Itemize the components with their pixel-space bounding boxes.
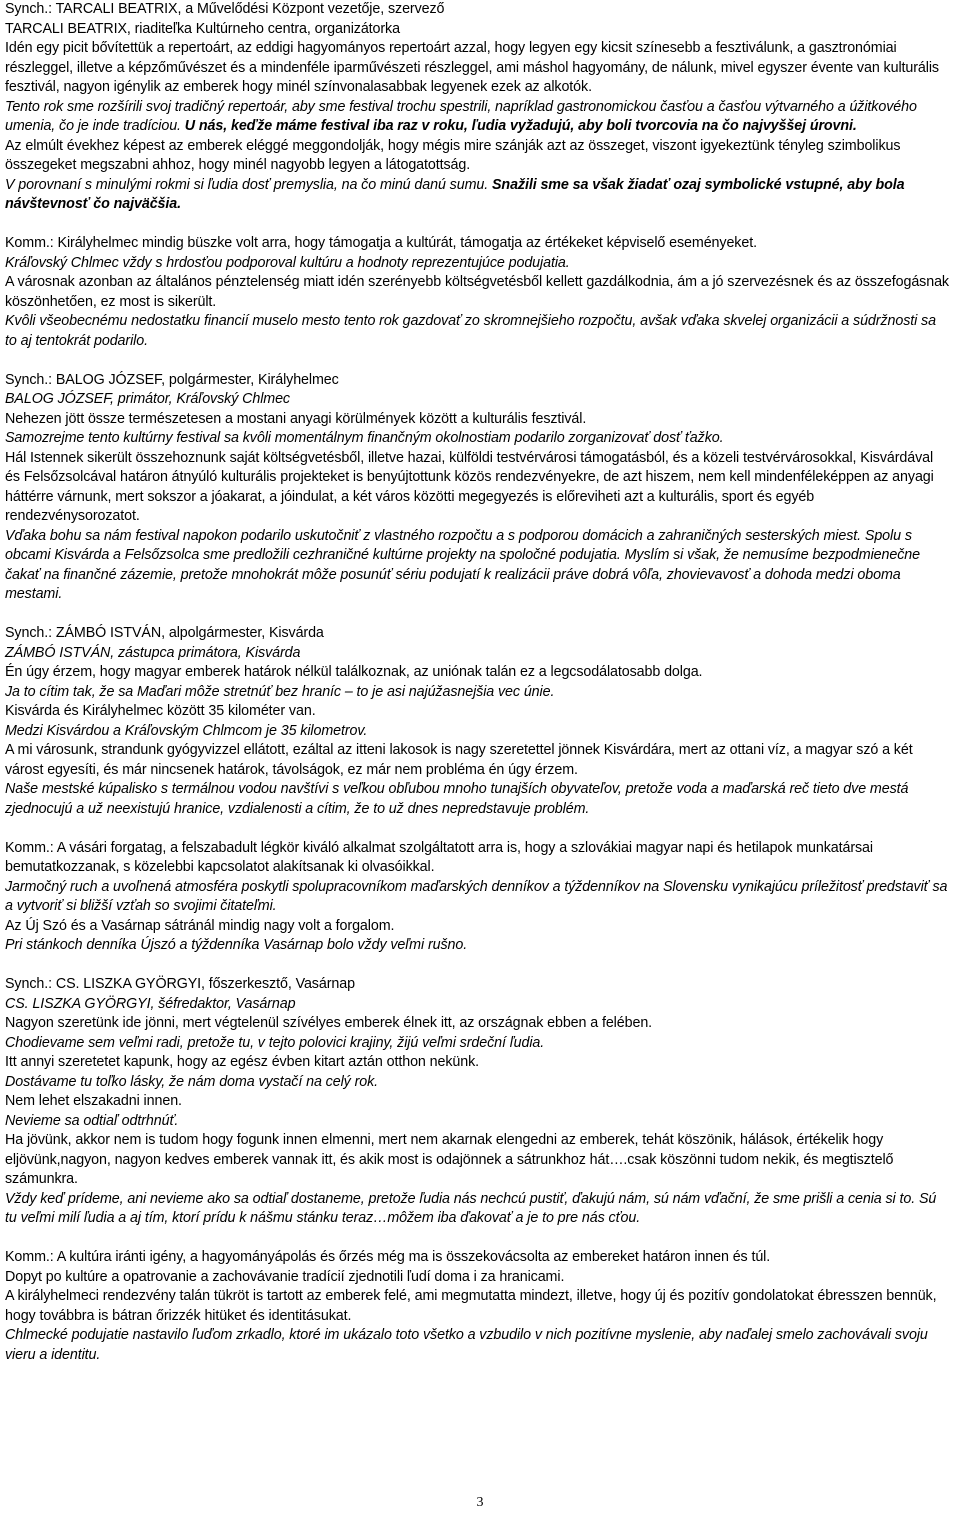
text-run: Én úgy érzem, hogy magyar emberek határok nélkül találkoznak, az uniónak talán ez a legcsodálatosabb dolga. (5, 664, 703, 680)
paragraph (5, 1190, 950, 1229)
paragraph (5, 644, 950, 664)
paragraph (5, 312, 950, 351)
paragraph (5, 878, 950, 917)
text-run: U nás, keďže máme festival iba raz v roku, ľudia vyžadujú, aby boli tvorcovia na čo najvyššej úrovni. (184, 118, 857, 134)
paragraph (5, 390, 950, 410)
text-run: Kráľovský Chlmec vždy s hrdosťou podporoval kultúru a hodnoty reprezentujúce podujatia. (5, 254, 570, 271)
paragraph (5, 917, 950, 937)
text-run: Az elmúlt évekhez képest az emberek eléggé meggondolják, hogy mégis mire szánják azt az összeget, viszont igyekeztünk tényleg szimbolikus összegeket megszabni ahhoz, hogy minél nagyobb legyen a látogatottság. (5, 137, 901, 173)
paragraph (5, 975, 950, 995)
text-run: Naše mestské kúpalisko s termálnou vodou navštívi s veľkou obľubou mnoho tunajších obyvateľov, pretože voda a maďarská reč tieto dve mestá zjednocujú a už neexistujú hranice, vzdialenosti a cítim, že to už dnes nepredstavuje problém. (5, 781, 909, 817)
paragraph (5, 995, 950, 1015)
text-run: Dostávame tu toľko lásky, že nám doma vystačí na celý rok. (5, 1073, 379, 1090)
paragraph (5, 663, 950, 683)
paragraph (5, 741, 950, 780)
text-run: Synch.: TARCALI BEATRIX, a Művelődési Központ vezetője, szervező (5, 1, 445, 17)
paragraph (5, 780, 950, 819)
text-run: Nem lehet elszakadni innen. (5, 1093, 182, 1109)
paragraph-spacer (5, 351, 950, 371)
text-run: BALOG JÓZSEF, primátor, Kráľovský Chlmec (5, 391, 290, 407)
paragraph (5, 1014, 950, 1034)
paragraph (5, 449, 950, 527)
paragraph (5, 1131, 950, 1190)
text-run: CS. LISZKA GYÖRGYI, šéfredaktor, Vasárnap (5, 995, 296, 1012)
text-run: A városnak azonban az általános pénztelenség miatt idén szerényebb költségvetésből kellett gazdálkodnia, ám a jó szervezésnek és az összefogásnak köszönhetően, ez most is sikerült. (5, 274, 949, 310)
text-run: A királyhelmeci rendezvény talán tükröt is tartott az emberek felé, ami megmutatta mindezt, illetve, hogy új és pozitív gondolatokat ébresszen bennük, hogy továbbra is bátran őrizzék hitüket és identitásukat. (5, 1288, 937, 1324)
paragraph (5, 722, 950, 742)
text-run: Medzi Kisvárdou a Kráľovským Chlmcom je 35 kilometrov. (5, 722, 368, 739)
text-run: Idén egy picit bővítettük a repertoárt, az eddigi hagyományos repertoárt azzal, hogy legyen egy kicsit színesebb a fesztiválunk, a gasztronómiai részleggel, illetve a képzőművészet és a mindenféle iparművészeti részleggel, ami máshol hagyomány, de nálunk, mivel egyszer évente van kulturális fesztivál, nagyon igénylik az emberek hogy minél színvonalasabbak legyenek ezek az alkotók. (5, 40, 939, 95)
paragraph (5, 20, 950, 40)
text-run: Dopyt po kultúre a opatrovanie a zachovávanie tradícií zjednotili ľudí doma i za hranicami. (5, 1268, 565, 1285)
text-run: Chodievame sem veľmi radi, pretože tu, v tejto polovici krajiny, žijú veľmi srdeční ľudia. (5, 1034, 545, 1051)
text-run: V porovnaní s minulými rokmi si ľudia dosť premyslia, na čo minú danú sumu. (5, 176, 492, 193)
text-run: Synch.: BALOG JÓZSEF, polgármester, Királyhelmec (5, 371, 339, 388)
paragraph (5, 1034, 950, 1054)
document-body (5, 0, 950, 1365)
paragraph (5, 273, 950, 312)
text-run: Ja to cítim tak, že sa Maďari môže stretnúť bez hraníc – to je asi najúžasnejšia vec únie. (5, 683, 555, 700)
paragraph-spacer (5, 1229, 950, 1249)
paragraph (5, 702, 950, 722)
text-run: Synch.: ZÁMBÓ ISTVÁN, alpolgármester, Kisvárda (5, 625, 324, 641)
paragraph (5, 527, 950, 605)
paragraph (5, 371, 950, 391)
paragraph (5, 429, 950, 449)
text-run: A mi városunk, strandunk gyógyvizzel ellátott, ezáltal az itteni lakosok is nagy szeretettel jönnek Kisvárdára, mert az ottani víz, a magyar szó a két várost egyesíti, és már nincsenek határok, távolságok, ez már nem probléma én úgy érzem. (5, 742, 913, 778)
text-run: Nehezen jött össze természetesen a mostani anyagi körülmények között a kulturális fesztivál. (5, 410, 587, 427)
text-run: ZÁMBÓ ISTVÁN, zástupca primátora, Kisvárda (5, 644, 301, 661)
paragraph (5, 254, 950, 274)
paragraph (5, 839, 950, 878)
text-run: Kvôli všeobecnému nedostatku financií muselo mesto tento rok gazdovať zo skromnejšieho rozpočtu, avšak vďaka skvelej organizácii a súdržnosti sa to aj tentokrát podarilo. (5, 313, 936, 349)
paragraph (5, 1248, 950, 1268)
text-run: Komm.: A vásári forgatag, a felszabadult légkör kiváló alkalmat szolgáltatott arra is, hogy a szlovákiai magyar napi és hetilapok munkatársai bemutatkozzanak, s közelebbi kapcsolatot alakítsanak ki olvasóikkal. (5, 839, 873, 875)
paragraph (5, 0, 950, 20)
paragraph (5, 624, 950, 644)
paragraph-spacer (5, 956, 950, 976)
paragraph-spacer (5, 819, 950, 839)
paragraph (5, 1287, 950, 1326)
text-run: Vždy keď prídeme, ani nevieme ako sa odtiaľ dostaneme, pretože ľudia nás nechcú pustiť, ďakujú nám, sú nám vďační, že sme prišli a cenia si to. Sú tu veľmi milí ľudia a aj tím, ktorí prídu k nášmu stánku teraz…môžem iba ďakovať a je to pre nás cťou. (5, 1190, 937, 1226)
paragraph (5, 1092, 950, 1112)
text-run: Az Új Szó és a Vasárnap sátránál mindig nagy volt a forgalom. (5, 917, 395, 934)
text-run: Hál Istennek sikerült összehoznunk saját költségvetésből, illetve hazai, külföldi testvérvárosi támogatásból, és a közeli testvérvárosokkal, Kisvárdával és Felsőzsolcával határon átnyúló kulturális projekteket is benyújtottunk közös rendezvényekre, de azt hiszem, nem kell mindenféleképpen az anyagi háttérre várnunk, mert sokszor a jóakarat, a jóindulat, a két város közötti megegyezés is előreviheti azt a kulturális, sport és egyéb rendezvénysorozatot. (5, 449, 934, 524)
text-run: Nagyon szeretünk ide jönni, mert végtelenül szívélyes emberek élnek itt, az országnak ebben a felében. (5, 1015, 653, 1031)
paragraph (5, 683, 950, 703)
text-run: Komm.: Királyhelmec mindig büszke volt arra, hogy támogatja a kultúrát, támogatja az értékeket képviselő eseményeket. (5, 235, 757, 251)
text-run: TARCALI BEATRIX, riaditeľka Kultúrneho centra, organizátorka (5, 20, 400, 37)
paragraph (5, 1268, 950, 1288)
text-run: Pri stánkoch denníka Újszó a týždenníka Vasárnap bolo vždy veľmi rušno. (5, 937, 468, 953)
paragraph-spacer (5, 215, 950, 235)
text-run: Snažili sme sa však žiadať ozaj symbolické vstupné, aby bola návštevnosť čo najväčšia. (5, 176, 905, 212)
paragraph (5, 98, 950, 137)
paragraph (5, 1053, 950, 1073)
paragraph (5, 1326, 950, 1365)
paragraph (5, 39, 950, 98)
paragraph (5, 234, 950, 254)
text-run: Kisvárda és Királyhelmec között 35 kilométer van. (5, 703, 316, 719)
page-number: 3 (476, 1495, 484, 1510)
text-run: Nevieme sa odtiaľ odtrhnúť. (5, 1112, 179, 1129)
paragraph (5, 1073, 950, 1093)
paragraph (5, 936, 950, 956)
text-run: Jarmočný ruch a uvoľnená atmosféra poskytli spolupracovníkom maďarských denníkov a týždenníkov na Slovensku vynikajúcu príležitosť predstaviť sa a vytvoriť si bližší vzťah so svojimi čitateľmi. (5, 878, 948, 914)
paragraph (5, 1112, 950, 1132)
paragraph-spacer (5, 605, 950, 625)
paragraph (5, 137, 950, 176)
text-run: Samozrejme tento kultúrny festival sa kvôli momentálnym finančným okolnostiam podarilo zorganizovať dosť ťažko. (5, 430, 724, 446)
paragraph (5, 410, 950, 430)
text-run: Tento rok sme rozšírili svoj tradičný repertoár, aby sme festival trochu spestrili, napríklad gastronomickou časťou a časťou výtvarného a úžitkového umenia, čo je inde tradíciou. (5, 98, 917, 134)
text-run: Synch.: CS. LISZKA GYÖRGYI, főszerkesztő, Vasárnap (5, 976, 355, 992)
text-run: Chlmecké podujatie nastavilo ľuďom zrkadlo, ktoré im ukázalo toto všetko a vzbudilo v nich pozitívne myslenie, aby naďalej smelo zachovávali svoju vieru a identitu. (5, 1327, 928, 1363)
paragraph (5, 176, 950, 215)
text-run: Itt annyi szeretetet kapunk, hogy az egész évben kitart aztán otthon nekünk. (5, 1054, 480, 1070)
text-run: Vďaka bohu sa nám festival napokon podarilo uskutočniť z vlastného rozpočtu a s podporou domácich a zahraničných sesterských miest. Spolu s obcami Kisvárda a Felsőzsolca sme predložili cezhraničné kultúrne projekty na spoločné podujatia. Myslím si však, že nemusíme bezpodmienečne čakať na finančné zázemie, pretože mnohokrát môže posunúť sériu podujatí k realizácii práve dobrá vôľa, zhovievavosť a dohoda medzi oboma mestami. (5, 527, 920, 602)
text-run: Ha jövünk, akkor nem is tudom hogy fogunk innen elmenni, mert nem akarnak elengedni az emberek, tehát köszönik, hálások, értékelik hogy eljövünk,nagyon, nagyon kedves emberek vannak itt, és akik most is odajönnek a sátrunkhoz hát….csak köszönni tudom nekik, és megtisztelő számunkra. (5, 1132, 894, 1187)
text-run: Komm.: A kultúra iránti igény, a hagyományápolás és őrzés még ma is összekovácsolta az embereket határon innen és túl. (5, 1249, 771, 1265)
